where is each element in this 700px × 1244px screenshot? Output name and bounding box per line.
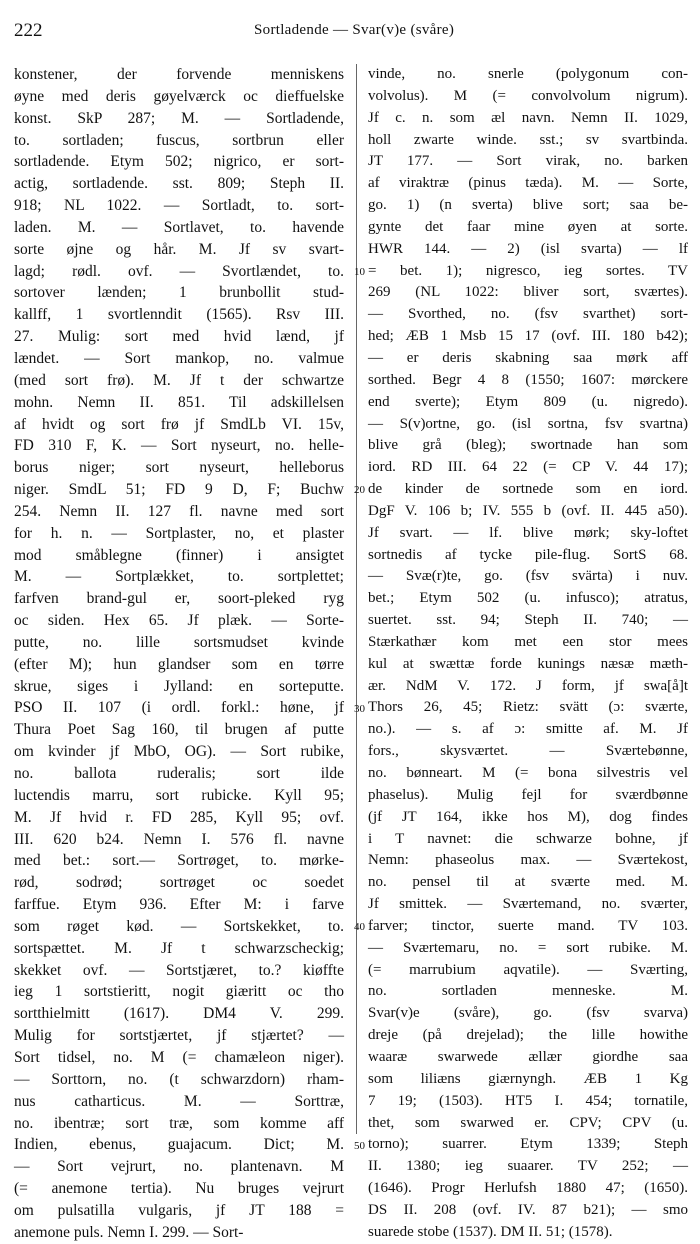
text-line: phaselus). Mulig fejl for sværdbønne [368, 786, 688, 803]
text-line: M. Jf hvid r. FD 285, Kyll 95; ovf. [14, 808, 344, 826]
text-line: af viraktræ (pinus tæda). M. — Sorte, [368, 175, 688, 192]
page-number: 222 [14, 20, 43, 41]
text-line: oc siden. Hex 65. Jf plæk. — Sorte- [14, 612, 344, 630]
text-line: lændet. — Sort mankop, no. valmue [14, 349, 344, 367]
text-line: farver; tinctor, suerte mand. TV 103. [368, 917, 688, 934]
text-line: actig, sortladende. sst. 809; Steph II. [14, 175, 344, 193]
left-column [14, 64, 344, 1241]
text-line: sorte øjne og hår. M. Jf sv svart- [14, 240, 344, 258]
text-line: waaræ swarwede ællær giordhe saa [368, 1048, 688, 1065]
text-line: konstener, der forvende menniskens [14, 66, 344, 83]
text-line: volvolus). M (= convolvolum nigrum). [368, 87, 688, 104]
line-number: 50 [354, 1139, 365, 1152]
line-number: 40 [354, 921, 365, 934]
text-line: rød, sodrød; sortrøget oc soedet [14, 874, 344, 892]
line-number: 30 [354, 702, 365, 715]
text-line: Thors 26, 45; Rietz: svätt (ɔ: sværte, [368, 699, 688, 716]
text-line: blive grå (bleg); swortnade han som [368, 437, 688, 454]
text-line: DS II. 208 (ovf. IV. 87 b21); — smo [368, 1201, 688, 1218]
text-line: thet, som swarwed er. CPV; CPV (u. [368, 1114, 688, 1131]
text-line: laden. M. — Sortlavet, to. havende [14, 218, 344, 236]
text-line: konst. SkP 287; M. — Sortladende, [14, 109, 344, 127]
text-line: torno); suarrer. Etym 1339; Steph [368, 1136, 688, 1153]
text-line: med bet.: sort.— Sortrøget, to. mørke- [14, 852, 344, 870]
text-line: (= marrubium aqvatile). — Sværting, [368, 961, 688, 978]
text-line: farfven brand-gul er, soort-pleked ryg [14, 590, 344, 608]
text-line: som røget kød. — Sortskekket, to. [14, 917, 344, 935]
text-line: som liliæns giærnyngh. ÆB 1 Kg [368, 1070, 688, 1087]
text-line: Jf c. n. som æl navn. Nemn II. 1029, [368, 109, 688, 126]
text-line: JT 177. — Sort virak, no. barken [368, 153, 688, 170]
text-line: — S(v)ortne, go. (isl sortna, fsv svartna) [368, 415, 688, 432]
text-line: no. sortladen menneske. M. [368, 983, 688, 1000]
text-line: skrue, siges i Jylland: en sorteputte. [14, 677, 344, 695]
running-head: Sortladende — Svar(v)e (svåre) [254, 22, 455, 38]
text-line: dreje (på drejelad); the lille howithe [368, 1027, 688, 1044]
page-header [14, 20, 684, 44]
text-line: ær. NdM V. 172. J form, jf swa[å]t [368, 677, 688, 694]
text-line: Mulig for sortstjærtet, jf stjærtet? — [14, 1027, 344, 1045]
text-line: Indien, ebenus, guajacum. Dict; M. [14, 1136, 344, 1154]
text-line: — Sværtemaru, no. = sort rubike. M. [368, 939, 688, 956]
text-line: sortladende. Etym 502; nigrico, er sort- [14, 153, 344, 171]
text-line: for h. n. — Sortplaster, no, et plaster [14, 524, 344, 542]
text-line: PSO II. 107 (i ordl. forkl.: høne, jf [14, 699, 344, 717]
text-line: øyne med deris gøyelværck oc dieffuelske [14, 87, 344, 105]
text-line: sorthed. Begr 4 8 (1550; 1607: mørckere [368, 371, 688, 388]
text-line: om kvinder jf MbO, OG). — Sort rubike, [14, 743, 344, 761]
text-line: 918; NL 1022. — Sortladt, to. sort- [14, 197, 344, 215]
text-line: suertet. sst. 94; Steph II. 740; — [368, 612, 688, 629]
text-line: DgF V. 106 b; IV. 555 b (ovf. II. 445 a50). [368, 502, 688, 519]
text-line: no.). — s. af ɔ: smitte af. M. Jf [368, 721, 688, 738]
text-line: suarede stobe (1537). DM II. 51; (1578). [368, 1223, 613, 1240]
text-line: Svar(v)e (svåre), go. (fsv svarva) [368, 1005, 688, 1022]
text-line: end sverte); Etym 809 (u. nigredo). [368, 393, 688, 410]
text-line: (= anemone tertia). Nu bruges vejrurt [14, 1180, 344, 1198]
text-line: anemone puls. Nemn I. 299. — Sort- [14, 1223, 244, 1241]
text-line: — Sort vejrurt, no. plantenavn. M [14, 1158, 344, 1176]
text-line: Sort tidsel, no. M (= chamæleon niger). [14, 1048, 344, 1066]
text-line: de kinder de sortnede som en iord. [368, 481, 688, 498]
text-line: HWR 144. — 2) (isl svarta) — lf [368, 240, 688, 257]
text-line: 254. Nemn II. 127 fl. navne med sort [14, 502, 344, 520]
text-line: — Sorttorn, no. (t schwarzdorn) rham- [14, 1070, 344, 1088]
text-line: mohn. Nemn II. 851. Til adskillelsen [14, 393, 344, 411]
text-line: om pulsatilla vulgaris, jf JT 188 = [14, 1201, 344, 1219]
text-line: M. — Sortplækket, to. sortplettet; [14, 568, 344, 586]
text-line: — Svorthed, no. (fsv svarthet) sort- [368, 306, 688, 323]
text-line: gynte det faar mine øyen at sorte. [368, 218, 688, 235]
text-line: sortover lænden; 1 brunbollit stud- [14, 284, 344, 302]
text-line: af hvidt og sort frø jf SmdLb VI. 15v, [14, 415, 344, 433]
text-line: vinde, no. snerle (polygonum con- [368, 66, 688, 82]
text-line: to. sortladen; fuscus, sortbrun eller [14, 131, 344, 149]
column-divider [356, 64, 357, 1134]
text-line: (efter M); hun glandser som en tørre [14, 655, 344, 673]
text-line: (med sort frø). M. Jf t der schwartze [14, 371, 344, 389]
text-line: kallff, 1 svortlenndit (1565). Rsv III. [14, 306, 344, 324]
text-line: mod småblegne (finner) i ansigtet [14, 546, 344, 564]
text-line: no. pensel til at sværte med. M. [368, 874, 688, 891]
text-line: — Svæ(r)te, go. (fsv svärta) i nuv. [368, 568, 688, 585]
text-line: hed; ÆB 1 Msb 15 17 (ovf. III. 180 b42); [368, 328, 688, 345]
text-line: nus catharticus. M. — Sorttræ, [14, 1092, 344, 1110]
text-line: Jf smittek. — Sværtemand, no. sværter, [368, 896, 688, 913]
line-number: 10 [354, 265, 365, 278]
text-line: putte, no. lille sortsmudset kvinde [14, 633, 344, 651]
text-line: lagd; rødl. ovf. — Svortlændet, to. [14, 262, 344, 280]
text-line: 27. Mulig: sort med hvid lænd, jf [14, 328, 344, 346]
right-column [368, 64, 688, 1240]
text-line: Stærkathær kom met een stor mees [368, 633, 688, 650]
text-line: II. 1380; ieg suaarer. TV 252; — [368, 1158, 688, 1175]
text-line: 7 19; (1503). HT5 I. 454; tornatile, [368, 1092, 688, 1109]
text-line: (1646). Progr Herlufsh 1880 47; (1650). [368, 1180, 688, 1197]
text-line: sortthielmitt (1617). DM4 V. 299. [14, 1005, 344, 1023]
line-number: 20 [354, 484, 365, 497]
text-line: i T navnet: die schwarze bohne, jf [368, 830, 688, 847]
text-line: niger. SmdL 51; FD 9 D, F; Buchw [14, 481, 344, 499]
text-line: farffue. Etym 936. Efter M: i farve [14, 896, 344, 914]
text-line: Jf svart. — lf. blive mørk; sky-loftet [368, 524, 688, 541]
text-line: iord. RD III. 64 22 (= CP V. 44 17); [368, 459, 688, 476]
text-line: (jf JT 164, ikke hos M), dog findes [368, 808, 688, 825]
text-line: fors., skysværtet. — Sværtebønne, [368, 743, 688, 760]
text-line: no. ibentræ; sort træ, som komme aff [14, 1114, 344, 1132]
text-line: no. bønneart. M (= bona silvestris vel [368, 765, 688, 781]
text-line: 269 (NL 1022: bliver sort, sværtes). [368, 284, 688, 301]
text-line: Nemn: phaseolus max. — Sværtekost, [368, 852, 688, 869]
text-line: borus niger; sort nyseurt, helleborus [14, 459, 344, 477]
text-line: — er deris skabning saa mørk aff [368, 349, 688, 366]
text-line: go. 1) (n sverta) blive sort; saa be- [368, 197, 688, 214]
text-line: no. ballota ruderalis; sort ilde [14, 765, 344, 782]
text-line: III. 620 b24. Nemn I. 576 fl. navne [14, 830, 344, 848]
text-line: FD 310 F, K. — Sort nyseurt, no. helle- [14, 437, 344, 455]
text-line: ieg 1 sortstieritt, nogit giæritt oc tho [14, 983, 344, 1001]
text-line: holl zwarte winde. sst.; sv svartbinda. [368, 131, 688, 148]
text-line: Thura Poet Sag 160, til brugen af putte [14, 721, 344, 739]
text-line: sortnedis af tycke pile-flug. SortS 68. [368, 546, 688, 563]
text-line: luctendis marru, sort rubicke. Kyll 95; [14, 786, 344, 804]
text-line: sortspættet. M. Jf t schwarzscheckig; [14, 939, 344, 957]
text-line: = bet. 1); nigresco, ieg sortes. TV [368, 262, 688, 279]
text-line: kul at swættæ forde kunings næsæ mæth- [368, 655, 688, 672]
text-line: skekket ovf. — Sortstjæret, to.? kiøffte [14, 961, 344, 979]
text-line: bet.; Etym 502 (u. infusco); atratus, [368, 590, 688, 607]
